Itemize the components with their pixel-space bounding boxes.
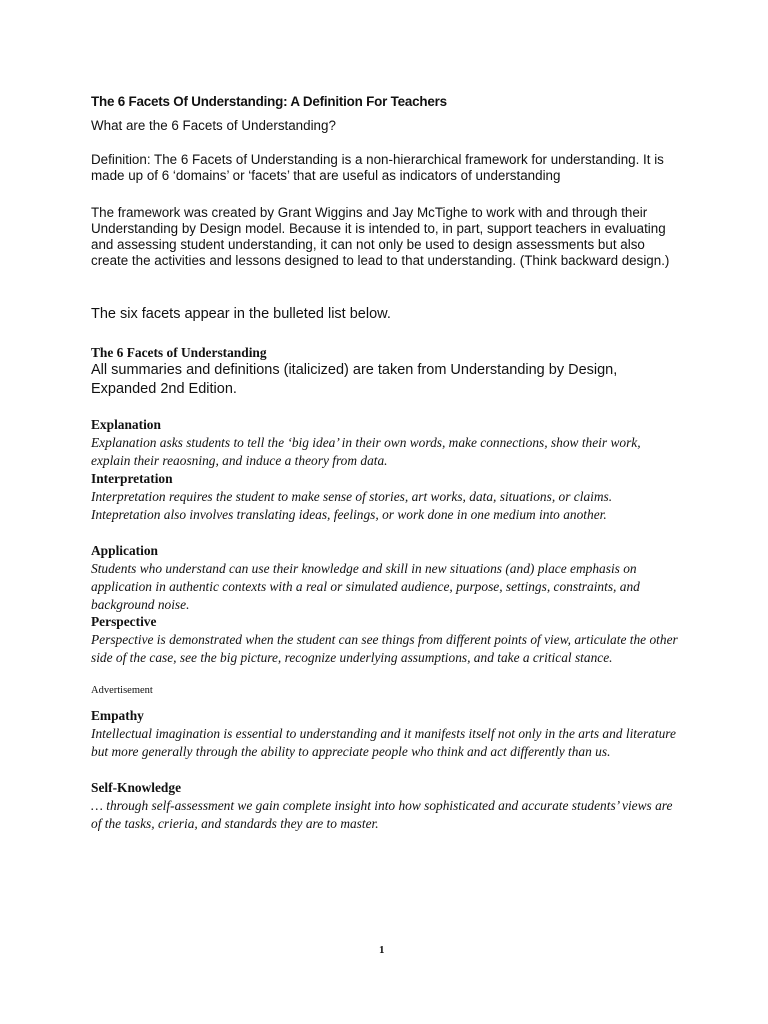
six-facets-line: The six facets appear in the bulleted list below. bbox=[91, 306, 391, 322]
advertisement-label: Advertisement bbox=[91, 685, 153, 696]
facet-desc-perspective: Perspective is demonstrated when the student can see things from different points of view, articulate the other side of the case, see the big picture, recognize underlying assumptions, and take a critical stance. bbox=[91, 632, 678, 665]
page-number: 1 bbox=[379, 944, 385, 956]
facet-desc-self-knowledge: … through self-assessment we gain complete insight into how sophisticated and accurate students’ views are of the tasks, crieria, and standards they are to master. bbox=[91, 798, 673, 831]
facet-name-empathy: Empathy bbox=[91, 708, 144, 723]
facets-intro: All summaries and definitions (italicized) are taken from Understanding by Design, Expanded 2nd Edition. bbox=[91, 362, 618, 397]
definition-paragraph: Definition: The 6 Facets of Understanding is a non-hierarchical framework for understanding. It is made up of 6 ‘domains’ or ‘facets’ that are useful as indicators of understanding bbox=[91, 152, 664, 183]
facet-name-self-knowledge: Self-Knowledge bbox=[91, 780, 182, 795]
facet-name-interpretation: Interpretation bbox=[91, 471, 173, 486]
document-title: The 6 Facets Of Understanding: A Definition For Teachers bbox=[91, 94, 447, 109]
framework-paragraph: The framework was created by Grant Wiggins and Jay McTighe to work with and through their Understanding by Design model. Because it is intended to, in part, support teachers in evaluating and assessing student understanding, it can not only be used to design assessments but also create the activities and lessons designed to lead to that understanding. (Think backward design.) bbox=[91, 205, 670, 268]
facet-desc-explanation: Explanation asks students to tell the ‘big idea’ in their own words, make connections, show their work, explain their reaosning, and induce a theory from data. bbox=[91, 435, 641, 468]
facet-desc-interpretation: Interpretation requires the student to make sense of stories, art works, data, situations, or claims. Intepretation also involves translating ideas, feelings, or work done in one medium into another. bbox=[91, 489, 613, 522]
facet-name-application: Application bbox=[91, 543, 158, 558]
facet-name-explanation: Explanation bbox=[91, 417, 161, 432]
facet-name-perspective: Perspective bbox=[91, 614, 157, 629]
intro-question: What are the 6 Facets of Understanding? bbox=[91, 118, 336, 133]
facet-desc-application: Students who understand can use their knowledge and skill in new situations (and) place emphasis on application in authentic contexts with a real or simulated audience, purpose, settings, constraints, and background noise. bbox=[91, 561, 640, 612]
facet-desc-empathy: Intellectual imagination is essential to understanding and it manifests itself not only in the arts and literature but more generally through the ability to appreciate people who think and act differently than us. bbox=[91, 726, 676, 759]
facets-heading: The 6 Facets of Understanding bbox=[91, 345, 267, 360]
